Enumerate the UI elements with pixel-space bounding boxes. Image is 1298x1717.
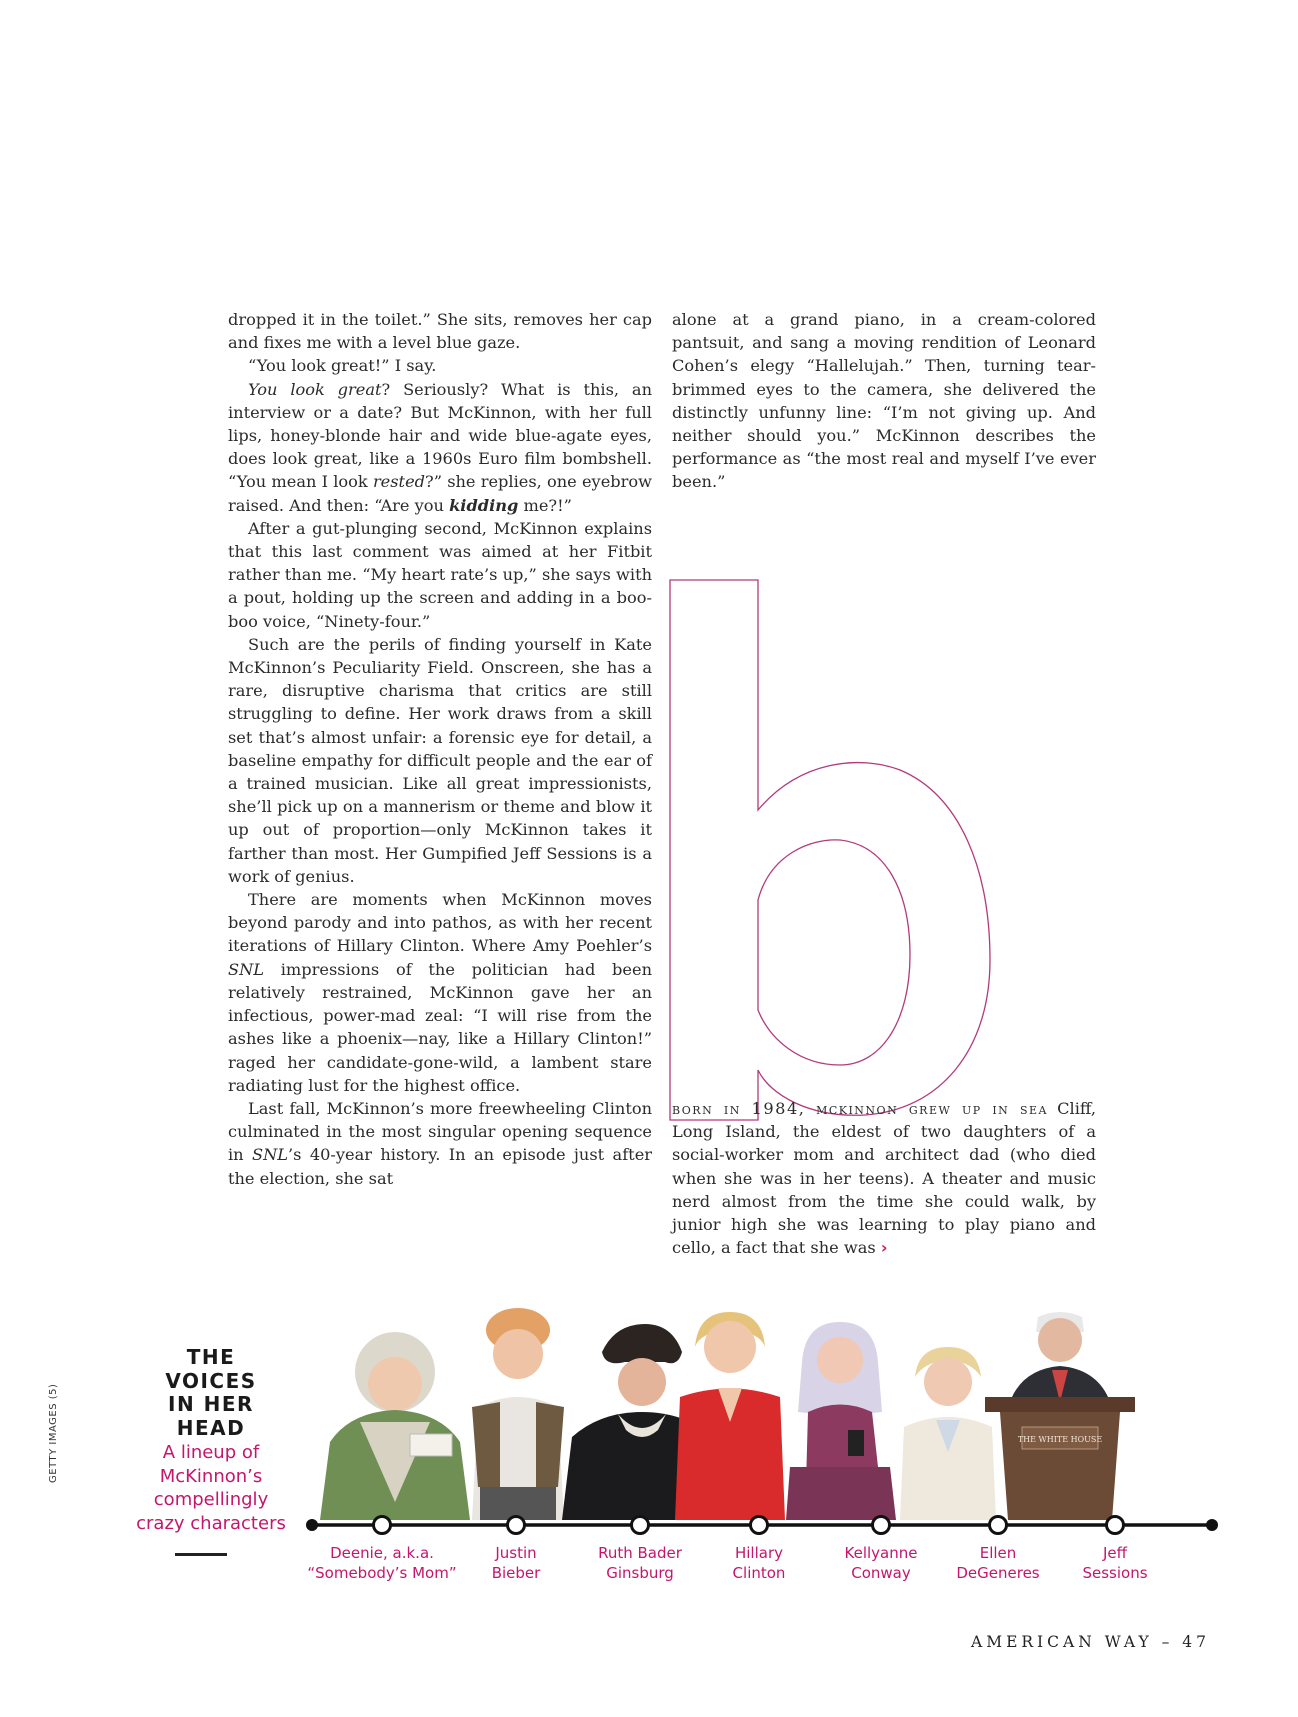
label-line: Kellyanne <box>844 1544 918 1562</box>
lead-in: born in 1984, mckinnon grew up in sea <box>672 1099 1048 1118</box>
label-line: Sessions <box>1082 1564 1148 1582</box>
paragraph: Last fall, McKinnon’s more freewheeling Clinton culminated in the most singular opening sequence in SNL’s 40-year history. In an episode just after the election, she sat <box>228 1098 653 1188</box>
paragraph: alone at a grand piano, in a cream-colored pantsuit, and sang a moving rendition of Leonard Cohen’s elegy “Hallelujah.” Then, turning tear-brimmed eyes to the camera, she delivered the distinctly unfunny line: “I’m not giving up. And neither should you.” McKinnon describes the performance as “the most real and myself I’ve ever been.” <box>672 310 1096 492</box>
label-line: Jeff <box>1103 1544 1127 1562</box>
label-line: “Somebody’s Mom” <box>307 1564 457 1582</box>
sidebar-subtitle-line: A lineup of <box>162 1442 260 1463</box>
podium-sign-text: THE WHITE HOUSE <box>1017 1435 1103 1444</box>
sidebar-subtitle <box>118 1441 304 1535</box>
label-line: Ellen <box>979 1544 1017 1562</box>
sidebar-title-line: IN HER <box>168 1392 254 1416</box>
timeline-node <box>1107 1517 1124 1534</box>
timeline-node <box>751 1517 768 1534</box>
paragraph-text: Cliff, Long Island, the eldest of two daughters of a social-worker mom and architect dad (who died when she was in her teens). A theater and music nerd almost from the time she could walk, by junior high she was learning to play piano and cello, a fact that she was <box>672 1099 1096 1258</box>
paragraph: There are moments when McKinnon moves beyond parody and into pathos, as with her recent iterations of Hillary Clinton. Where Amy Poehler’s SNL impressions of the politician had been relatively restrained, McKinnon gave her an infectious, power-mad zeal: “I will rise from the ashes like a phoenix—nay, like a Hillary Clinton!” raged her candidate-gone-wild, a lambent stare radiating lust for the highest office. <box>228 890 652 1095</box>
paragraph <box>672 1097 1096 1259</box>
sidebar-title <box>118 1346 304 1440</box>
label-line: Justin <box>495 1544 537 1562</box>
label-line: DeGeneres <box>956 1564 1040 1582</box>
sidebar-subtitle-line: compellingly <box>153 1489 269 1510</box>
drop-cap-b-outline <box>660 570 1040 1130</box>
timeline-node <box>632 1517 649 1534</box>
figure-hillary-clinton <box>675 1312 785 1520</box>
label-line: Clinton <box>732 1564 786 1582</box>
paragraph: You look great? Seriously? What is this, an interview or a date? But McKinnon, with her full lips, honey-blonde hair and wide blue-agate eyes, does look great, like a 1960s Euro film bombshell. “You mean I look rested?” she replies, one eyebrow raised. And then: “Are you kidding me?!” <box>228 379 653 515</box>
label-line: Conway <box>851 1564 911 1582</box>
paragraph: dropped it in the toilet.” She sits, removes her cap and fixes me with a level blue gaze. <box>228 310 652 353</box>
sidebar-subtitle-line: crazy characters <box>136 1512 286 1534</box>
figure-jeff-sessions <box>985 1312 1135 1520</box>
sidebar-subtitle-line: McKinnon’s <box>159 1465 263 1487</box>
timeline-node <box>990 1517 1007 1534</box>
article-column-left <box>228 308 652 1190</box>
timeline-node <box>508 1517 525 1534</box>
timeline-start-dot <box>306 1519 318 1531</box>
article-column-right-bottom <box>672 1097 1096 1259</box>
paragraph: After a gut-plunging second, McKinnon explains that this last comment was aimed at her Fitbit rather than me. “My heart rate’s up,” she says with a pout, holding up the screen and adding in a boo-boo voice, “Ninety-four.” <box>228 518 652 631</box>
sidebar-divider <box>175 1553 227 1556</box>
label-line: Deenie, a.k.a. <box>330 1544 434 1562</box>
photo-credit: GETTY IMAGES (5) <box>48 1383 59 1483</box>
figure-kellyanne-conway <box>786 1322 896 1520</box>
label-line: Bieber <box>491 1564 541 1582</box>
article-column-right-top <box>672 308 1096 494</box>
paragraph: Such are the perils of finding yourself in Kate McKinnon’s Peculiarity Field. Onscreen, she has a rare, disruptive charisma that critics are still struggling to define. Her work draws from a skill set that’s almost unfair: a forensic eye for detail, a baseline empathy for difficult people and the ear of a trained musician. Like all great impressionists, she’ll pick up on a mannerism or theme and blow it up out of proportion—only McKinnon takes it farther than most. Her Gumpified Jeff Sessions is a work of genius. <box>228 634 652 886</box>
continue-arrow-icon: › <box>880 1238 888 1258</box>
label-line: Ginsburg <box>606 1564 674 1582</box>
figure-ellen-degeneres <box>900 1347 996 1520</box>
sidebar-title-line: THE <box>186 1345 236 1369</box>
label-line: Hillary <box>734 1544 784 1562</box>
timeline-node <box>873 1517 890 1534</box>
figure-justin-bieber <box>472 1308 564 1520</box>
page-footer: AMERICAN WAY – 47 <box>971 1633 1210 1651</box>
timeline-end-dot <box>1206 1519 1218 1531</box>
sidebar-title-line: VOICES <box>165 1368 257 1393</box>
label-line: Ruth Bader <box>598 1544 682 1562</box>
character-label-deenie <box>307 1543 457 1583</box>
figure-deenie <box>320 1332 470 1520</box>
sidebar-title-line: HEAD <box>176 1415 246 1440</box>
character-timeline <box>300 1510 1220 1540</box>
character-photo-strip <box>300 1302 1228 1520</box>
paragraph: “You look great!” I say. <box>248 356 437 376</box>
character-label-jeff-sessions <box>1040 1543 1190 1583</box>
timeline-node <box>374 1517 391 1534</box>
